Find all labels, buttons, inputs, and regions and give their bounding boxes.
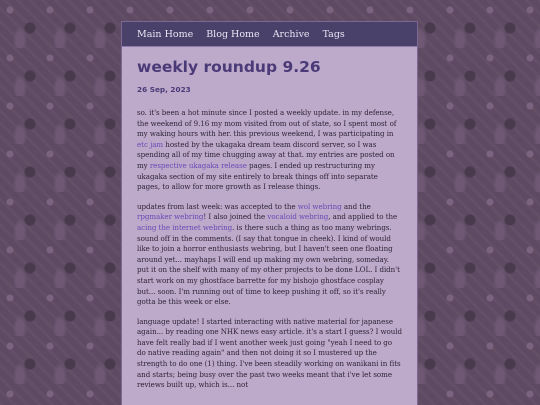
- link-ukagaka-release[interactable]: respective ukagaka release: [149, 160, 247, 170]
- post-paragraph-2: [137, 202, 402, 308]
- text: so. it's been a hot minute since I posted a weekly update. in my defense, the weekend of 9.16 my mom visited from out of state, so I spent most of my waking hours with her. this previous weekend, I was participating in: [137, 108, 397, 139]
- text: hosted by the ukagaka dream team discord server, so I was spending all of my time chugging away at that. my entries are posted on my: [137, 139, 395, 170]
- post-paragraph-1: [137, 108, 402, 193]
- text: pages. I ended up restructuring my ukagaka section of my site entirely to break things off into separate pages, to allow for more growth as I release things.: [137, 160, 378, 192]
- nav-main-home[interactable]: Main Home: [137, 28, 194, 40]
- top-nav: [122, 22, 417, 47]
- nav-archive[interactable]: Archive: [272, 28, 310, 40]
- text: updates from last week: was accepted to the: [137, 201, 298, 211]
- post-content: [122, 47, 417, 391]
- text: and the: [341, 201, 371, 211]
- text: ! I also joined the: [203, 212, 268, 222]
- post-paragraph-3: [137, 317, 402, 391]
- nav-blog-home[interactable]: Blog Home: [206, 28, 260, 40]
- link-acing-internet-webring[interactable]: acing the internet webring: [137, 222, 233, 232]
- text: , and applied to the: [328, 212, 398, 222]
- nav-tags[interactable]: Tags: [322, 28, 345, 40]
- page-container: [121, 21, 418, 405]
- link-rpgmaker-webring[interactable]: rpgmaker webring: [137, 212, 204, 222]
- link-vocaloid-webring[interactable]: vocaloid webring: [267, 212, 329, 222]
- link-wol-webring[interactable]: wol webring: [297, 201, 342, 211]
- text: language update! I started interacting with native material for japanese again... by reading one NHK news easy article. it's a start I guess? I would have felt really bad if I went another week just going "yeah I need to go do native reading again" and then not doing it so I mustered up the strength to do one (1) thing. I've been steadily working on wanikani in fits and starts; being busy over the past two weeks meant that i've let some reviews built up, which is... not: [137, 316, 402, 390]
- post-title: weekly roundup 9.26: [137, 58, 321, 76]
- link-etc-jam[interactable]: etc jam: [137, 139, 164, 149]
- text: . is there such a thing as too many webrings. sound off in the comments. (I say that tongue in cheek). I kind of would like to join a horror enthusiasts webring, but I haven't seen one floating around yet... mayhaps I will end up making my own webring, someday. put it on the shelf with many of my other projects to be done LOL. I didn't start work on my ghostface barrette for my bishojo ghostface cosplay but... soon. I'm running out of time to keep pushing it off, so it's really gotta be this week or else.: [137, 222, 400, 307]
- post-date: 26 Sep, 2023: [137, 85, 191, 94]
